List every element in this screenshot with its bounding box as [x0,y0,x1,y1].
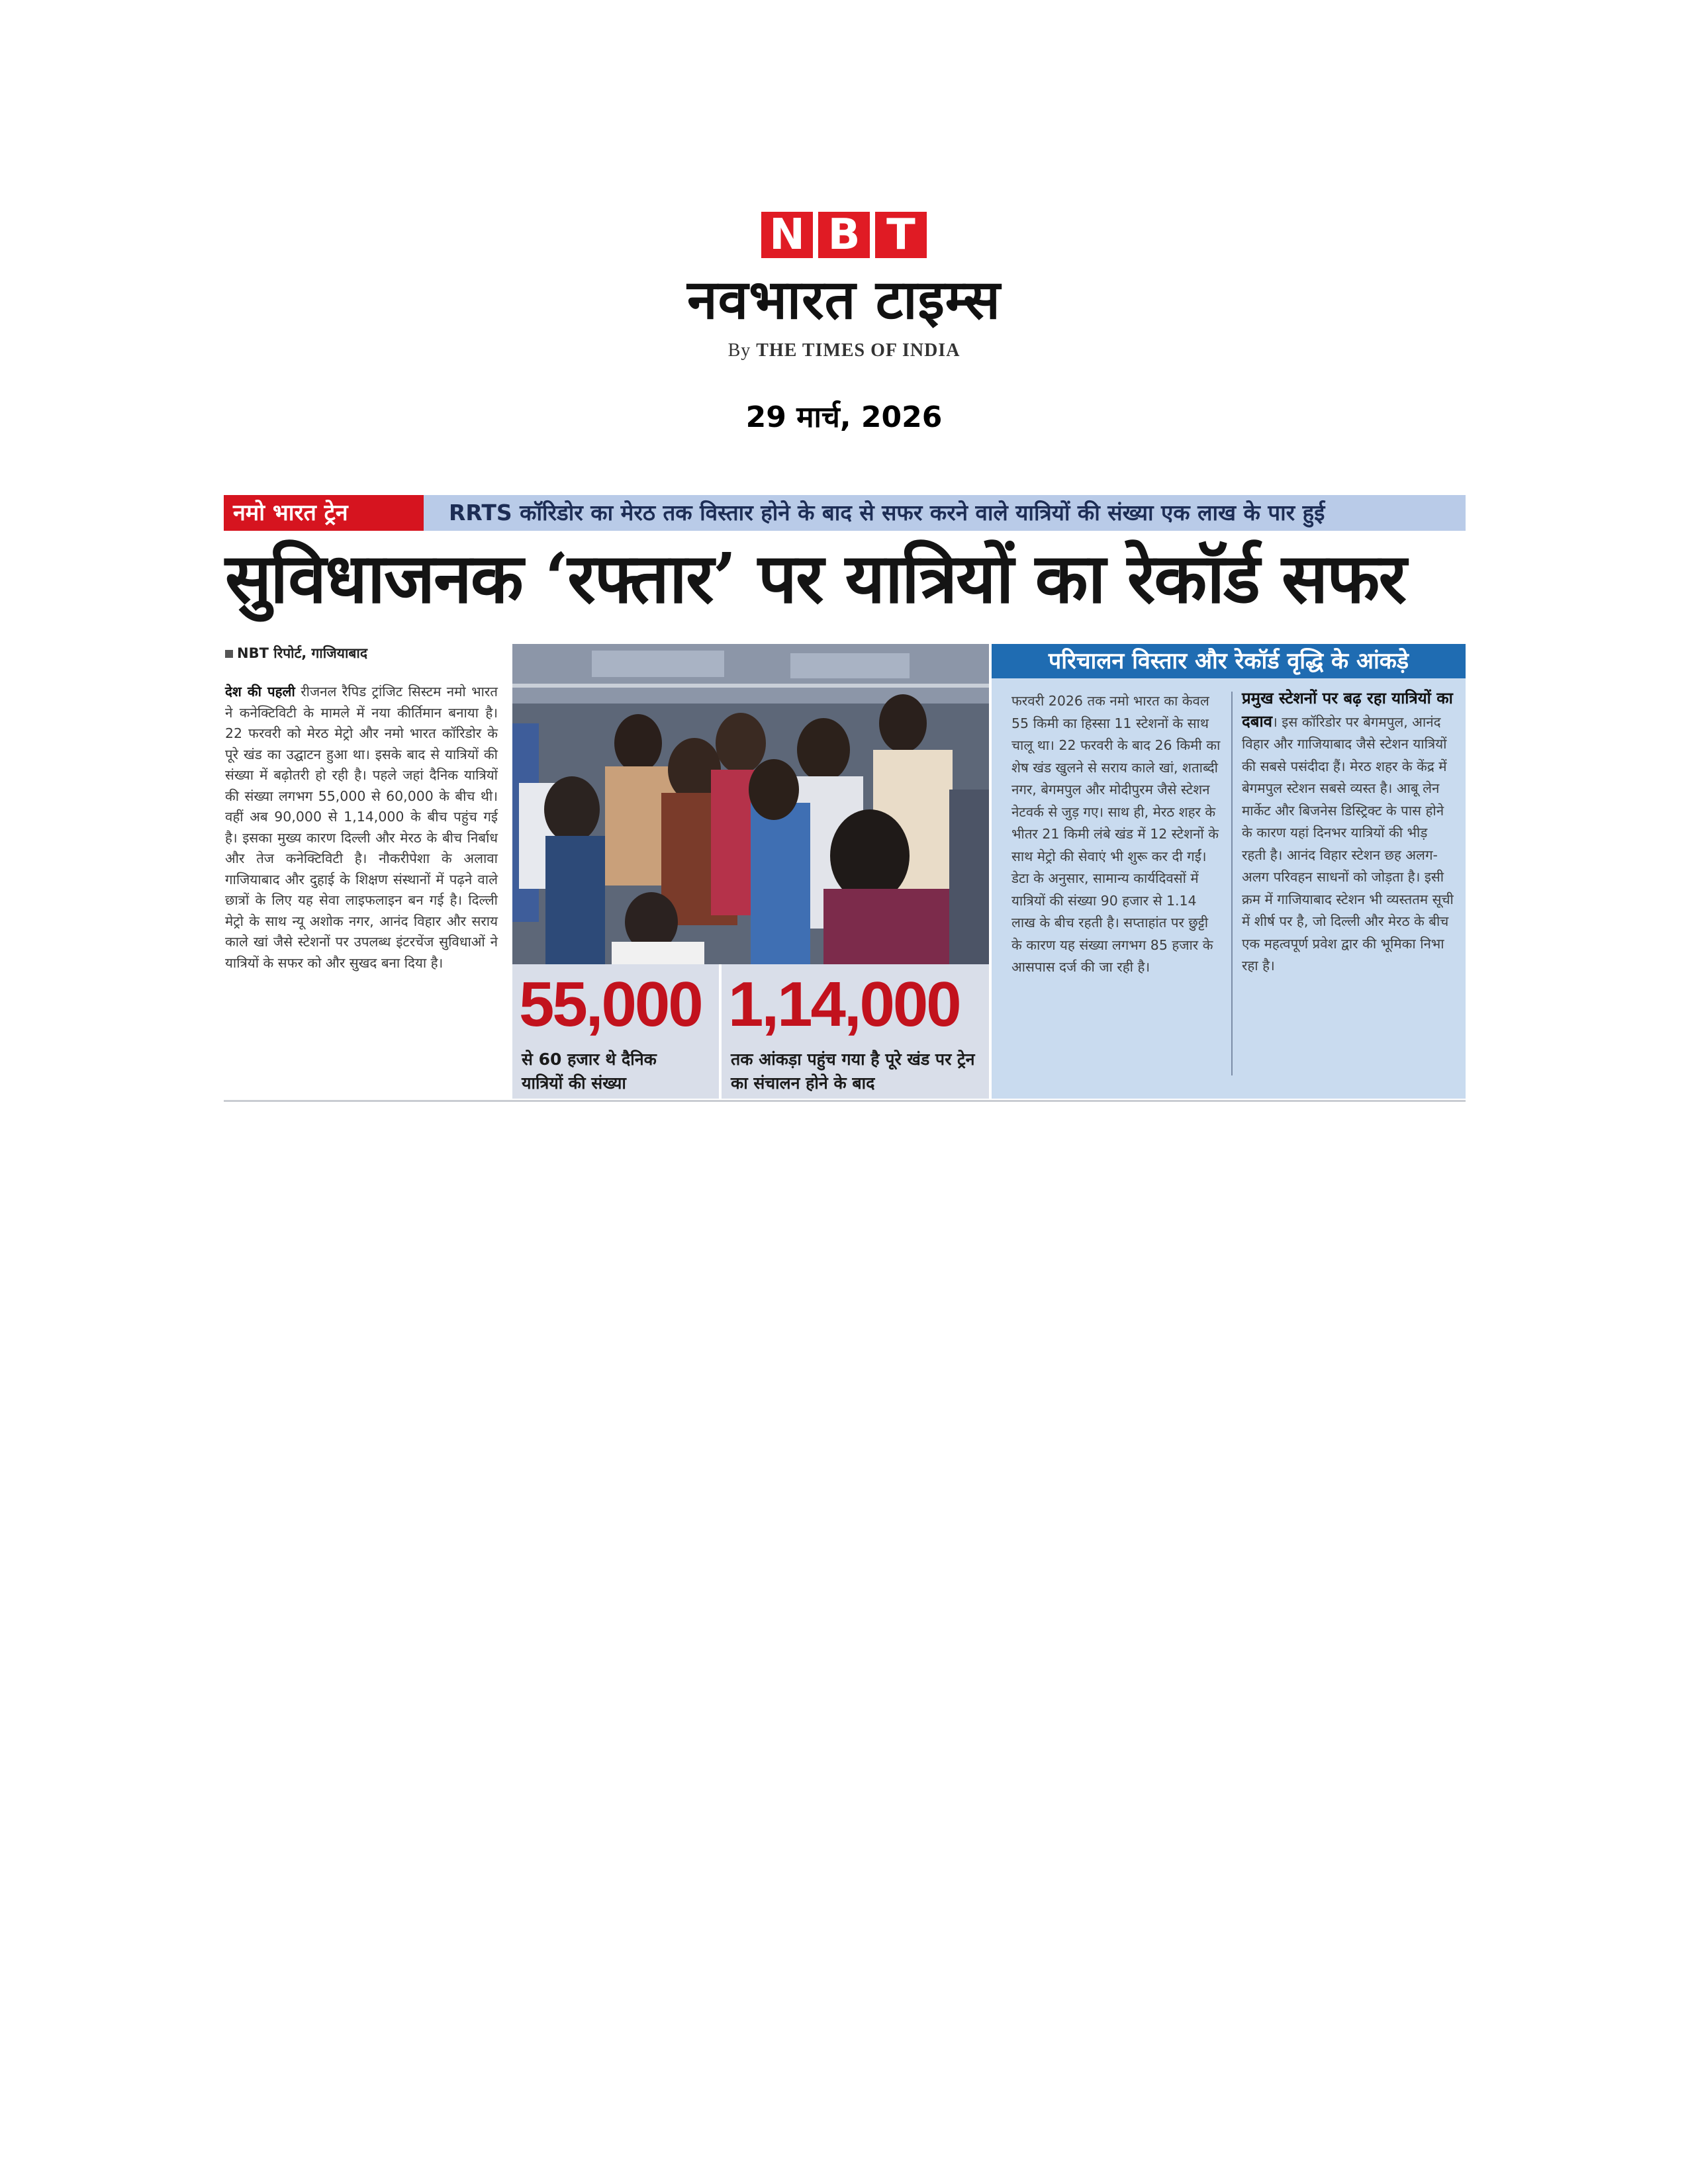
kicker-text: RRTS कॉरिडोर का मेरठ तक विस्तार होने के बाद से सफर करने वाले यात्रियों की संख्या एक लाख के पार हुई [449,500,1325,525]
paper-name: नवभारत टाइम्स [687,269,1001,332]
train-crowd-illustration [512,644,989,964]
article-clipping [224,495,1466,1103]
panel-subhead: प्रमुख स्टेशनों पर बढ़ रहा यात्रियों का दबाव [1242,689,1453,731]
panel-column-2-body: । इस कॉरिडोर पर बेगमपुल, आनंद विहार और गाजियाबाद जैसे स्टेशन यात्रियों की सबसे पसंदीदा हैं। मेरठ शहर के केंद्र में बेगमपुल स्टेशन सबसे व्यस्त है। आबू लेन मार्केट और बिजनेस डिस्ट्रिक्ट के पास होने के कारण यहां दिनभर यात्रियों की भीड़ रहती है। आनंद विहार स्टेशन छह अलग-अलग परिवहन साधनों को जोड़ता है। इसी क्रम में गाजियाबाद स्टेशन भी व्यस्ततम सूची में शीर्ष पर है, जो दिल्ली और मेरठ के बीच एक महत्वपूर्ण प्रवेश द्वार की भूमिका निभा रहा है। [1242,713,1454,974]
kicker-bar [224,495,1466,531]
bullet-square-icon [225,650,233,658]
panel-column-2 [1242,688,1454,978]
lead-intro: देश की पहली [225,684,295,700]
logo-letter-t: T [875,212,927,258]
data-panel [992,644,1466,1099]
nbt-logo [761,212,927,258]
panel-title: परिचालन विस्तार और रेकॉर्ड वृद्धि के आंकड़े [992,644,1466,678]
panel-divider [1231,692,1233,1075]
masthead [0,212,1688,361]
report-byline [225,644,367,662]
stat-caption: से 60 हजार थे दैनिक यात्रियों की संख्या [522,1050,657,1093]
report-byline-text: NBT रिपोर्ट, गाजियाबाद [237,645,367,661]
clip-bottom-rule [224,1100,1466,1102]
publisher-byline [0,340,1688,361]
stat-value: 1,14,000 [728,969,960,1040]
stat-box-daily-before [512,964,719,1099]
issue-date: 29 मार्च, 2026 [745,400,943,434]
byline-prefix: By [727,340,751,361]
panel-column-1: फरवरी 2026 तक नमो भारत का केवल 55 किमी का हिस्सा 11 स्टेशनों के साथ चालू था। 22 फरवरी के बाद 26 किमी का शेष खंड खुलने से सराय काले खां, शताब्दी नगर, बेगमपुल और मोदीपुरम जैसे स्टेशन नेटवर्क से जुड़ गए। साथ ही, मेरठ शहर के भीतर 21 किमी लंबे खंड में 12 स्टेशनों के साथ मेट्रो की सेवाएं भी शुरू कर दी गईं। डेटा के अनुसार, सामान्य कार्यदिवसों में यात्रियों की संख्या 90 हजार से 1.14 लाख के बीच रहती है। सप्ताहांत पर छुट्टी के कारण यह संख्या लगभग 85 हजार के आसपास दर्ज की जा रही है। [1011,693,1221,975]
headline: सुविधाजनक ‘रफ्तार’ पर यात्रियों का रेकॉर्ड सफर [225,537,1406,619]
logo-letter-b: B [818,212,870,258]
kicker-label: नमो भारत ट्रेन [224,495,424,531]
lead-paragraph [225,682,498,974]
stat-caption: तक आंकड़ा पहुंच गया है पूरे खंड पर ट्रेन का संचालन होने के बाद [731,1050,975,1093]
byline-brand: THE TIMES OF INDIA [756,340,961,361]
stat-value: 55,000 [519,969,702,1040]
logo-letter-n: N [761,212,813,258]
stat-box-daily-now [722,964,989,1099]
train-crowd-photo [512,644,989,964]
lead-body: रीजनल रैपिड ट्रांजिट सिस्टम नमो भारत ने कनेक्टिविटी के मामले में नया कीर्तिमान बनाया है। 22 फरवरी को मेरठ मेट्रो और नमो भारत कॉरिडोर के पूरे खंड का उद्घाटन हुआ था। इसके बाद से यात्रियों की संख्या में बढ़ोतरी हो रही है। पहले जहां दैनिक यात्रियों की संख्या लगभग 55,000 से 60,000 के बीच थी। वहीं अब 90,000 से 1,14,000 के बीच पहुंच गई है। इसका मुख्य कारण दिल्ली और मेरठ के बीच निर्बाध और तेज कनेक्टिविटी है। नौकरीपेशा के अलावा गाजियाबाद और दुहाई के शिक्षण संस्थानों में पढ़ने वाले छात्रों के लिए यह सेवा लाइफलाइन बन गई है। दिल्ली मेट्रो के साथ न्यू अशोक नगर, आनंद विहार और सराय काले खां जैसे स्टेशनों पर उपलब्ध इंटरचेंज सुविधाओं ने यात्रियों के सफर को और सुखद बना दिया है। [225,684,498,971]
